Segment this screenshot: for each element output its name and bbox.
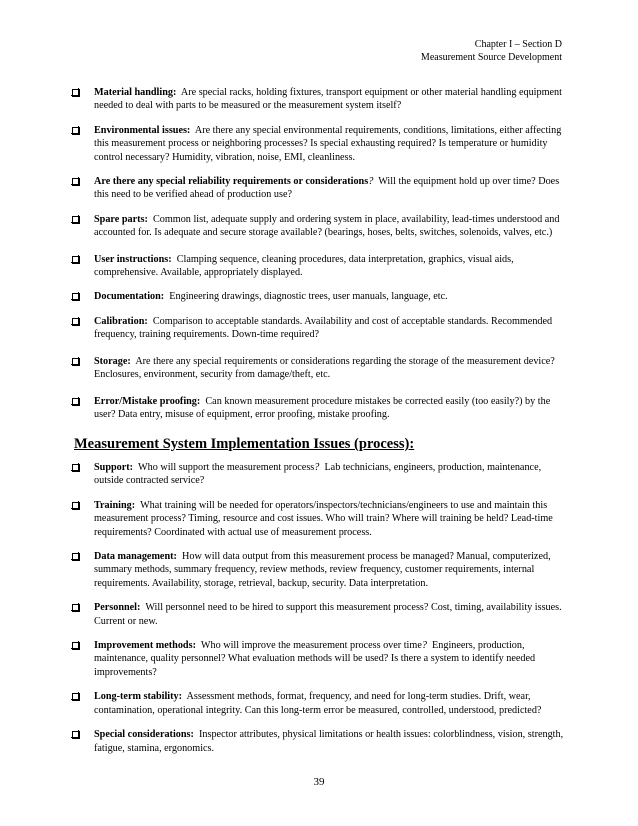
item-text: Engineering drawings, diagnostic trees, user manuals, language, etc. xyxy=(169,291,448,303)
checkbox-bullet-icon xyxy=(72,464,80,472)
item-italic-mark: ? xyxy=(421,640,427,652)
header-chapter: Chapter I – Section D xyxy=(474,39,562,50)
list-item xyxy=(0,550,638,590)
checkbox-bullet-icon xyxy=(72,398,80,406)
item-text: Are there any special requirements or considerations regarding the storage of the measurement device? Enclosures, environment, security from damage/theft, etc. xyxy=(94,355,555,381)
item-text: Common list, adequate supply and ordering system in place, availability, lead-times understood and accounted for. Is adequate and secure storage available? (bearings, hoses, belts, switches, solenoids, valves, etc.) xyxy=(94,213,560,239)
list-item xyxy=(0,601,638,628)
item-text: Comparison to acceptable standards. Availability and cost of acceptable standards. Recommended frequency, training requirements. Down-time required? xyxy=(94,315,553,341)
item-term: Training: xyxy=(94,499,136,511)
list-item xyxy=(0,728,638,755)
item-term: Spare parts: xyxy=(94,213,148,225)
item-text: Who will support the measurement process xyxy=(138,462,315,473)
checkbox-bullet-icon xyxy=(72,358,80,366)
list-item xyxy=(0,355,638,382)
list-item xyxy=(0,690,638,717)
item-text: Clamping sequence, cleaning procedures, data interpretation, graphics, visual aids, comprehensive. Available, appropriately displayed. xyxy=(94,253,514,279)
item-text: Engineers, production, maintenance, quality personnel? What evaluation methods will be used? Is there a system to identify needed improvements? xyxy=(94,640,536,678)
list-item xyxy=(0,315,638,342)
list-item xyxy=(0,395,638,422)
checkbox-bullet-icon xyxy=(72,178,80,186)
item-italic-mark: ? xyxy=(368,176,374,188)
checkbox-bullet-icon xyxy=(72,642,80,650)
item-text: What training will be needed for operators/inspectors/technicians/engineers to use and maintain this measurement process? Timing, resource and cost issues. Who will train? Where will training be held? Lead-time requirements? Coordinated with actual use of measurement process. xyxy=(94,499,553,538)
item-text: Will the equipment hold up over time? Does this need to be verified ahead of production use? xyxy=(94,176,560,201)
item-term: Support: xyxy=(94,462,134,473)
list-item xyxy=(0,499,638,539)
section-heading: Measurement System Implementation Issues (process): xyxy=(74,436,415,452)
process-issues-list xyxy=(0,461,638,755)
item-text: Who will improve the measurement process over time xyxy=(200,640,422,652)
item-text: Are special racks, holding fixtures, transport equipment or other material handling equipment needed to deal with parts to be measured or the measurement system itself? xyxy=(94,87,562,112)
item-text: Can known measurement procedure mistakes be corrected easily (too easily?) by the user? Data entry, misuse of equipment, error proofing, mistake proofing. xyxy=(94,395,551,420)
checkbox-bullet-icon xyxy=(72,256,80,264)
list-item xyxy=(0,290,638,303)
item-term: Special considerations: xyxy=(94,729,194,741)
checkbox-bullet-icon xyxy=(72,553,80,561)
checkbox-bullet-icon xyxy=(72,502,80,510)
item-italic-mark: ? xyxy=(314,462,320,473)
header-title: Measurement Source Development xyxy=(420,52,562,63)
list-item xyxy=(0,213,638,240)
item-term: Long-term stability: xyxy=(94,691,182,703)
item-term: Calibration: xyxy=(94,315,148,327)
list-item xyxy=(0,86,638,113)
running-header xyxy=(421,38,562,64)
item-term: Personnel: xyxy=(94,602,141,614)
item-text: How will data output from this measurement process be managed? Manual, computerized, summary methods, summary frequency, review methods, review frequency, customer requirements, internal requirements. Availability, storage, retrieval, backup, security. Data interpretation. xyxy=(94,551,551,589)
checkbox-bullet-icon xyxy=(72,89,80,97)
item-term: Are there any special reliability requirements or considerations xyxy=(94,176,369,188)
checkbox-bullet-icon xyxy=(72,693,80,701)
item-term: Documentation: xyxy=(94,291,165,303)
item-text: Inspector attributes, physical limitations or health issues: colorblindness, vision, strength, fatigue, stamina, ergonomics. xyxy=(94,729,564,754)
item-term: Environmental issues: xyxy=(94,124,191,136)
item-term: User instructions: xyxy=(94,253,172,265)
item-text: Assessment methods, format, frequency, and need for long-term studies. Drift, wear, contamination, operational integrity. Can this long-term error be measured, controlled, understood, predicted? xyxy=(94,691,542,716)
item-text: Lab technicians, engineers, production, maintenance, outside contracted service? xyxy=(94,462,542,487)
list-item xyxy=(0,175,638,202)
checkbox-bullet-icon xyxy=(72,216,80,224)
list-item xyxy=(0,253,638,280)
page-number: 39 xyxy=(313,776,325,788)
list-item xyxy=(0,461,638,488)
item-term: Error/Mistake proofing: xyxy=(94,395,201,407)
checkbox-bullet-icon xyxy=(72,318,80,326)
checkbox-bullet-icon xyxy=(72,127,80,135)
hardware-issues-list xyxy=(0,86,638,421)
item-text: Will personnel need to be hired to support this measurement process? Cost, timing, availability issues. Current or new. xyxy=(94,602,562,627)
item-term: Improvement methods: xyxy=(94,640,196,652)
checkbox-bullet-icon xyxy=(72,293,80,301)
item-term: Material handling: xyxy=(94,87,177,98)
list-item xyxy=(0,639,638,679)
item-term: Storage: xyxy=(94,355,131,367)
list-item xyxy=(0,124,638,164)
checkbox-bullet-icon xyxy=(72,604,80,612)
item-text: Are there any special environmental requirements, conditions, limitations, either affecting this measurement process or neighboring processes? Is special exhausting required? Is temperature or humidity control necessary? Humidity, vibration, noise, EMI, cleanliness. xyxy=(94,124,562,163)
item-term: Data management: xyxy=(94,551,177,563)
checkbox-bullet-icon xyxy=(72,731,80,739)
